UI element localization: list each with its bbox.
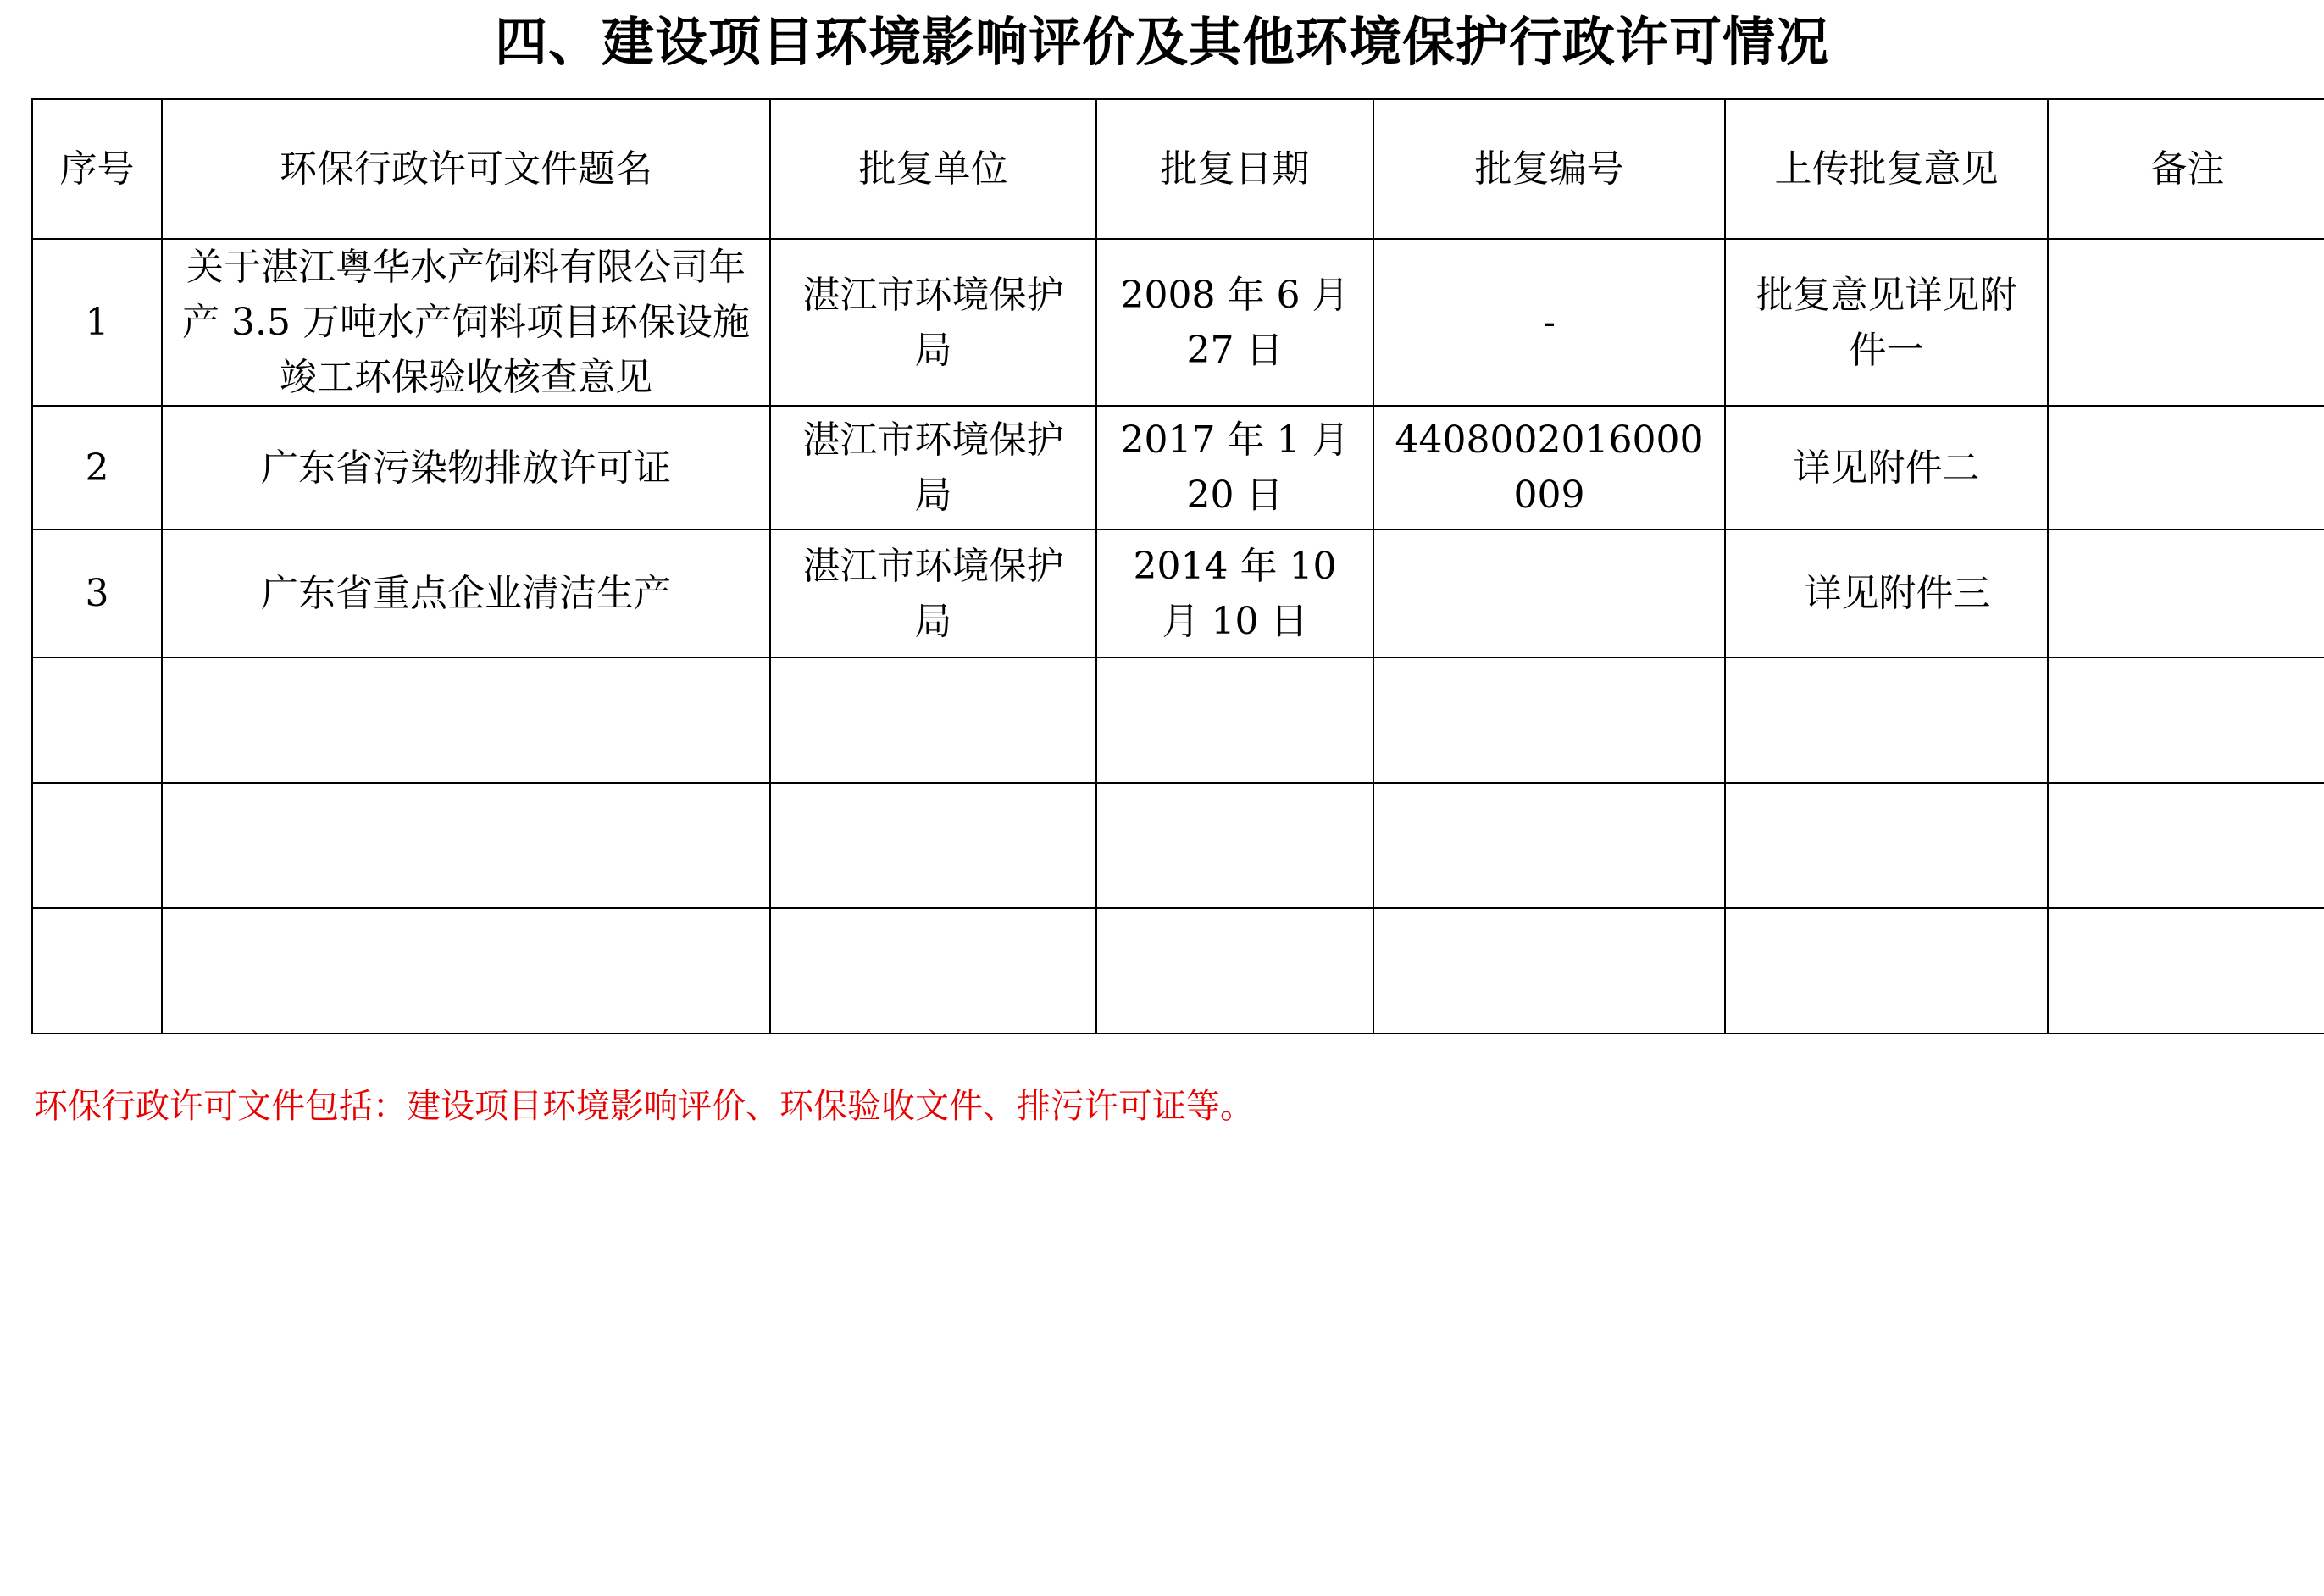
empty-cell — [1373, 657, 1725, 783]
table-row — [32, 406, 2324, 529]
permit-table — [31, 98, 2324, 1034]
cell-serial-number: 2 — [32, 406, 162, 529]
empty-cell — [1373, 783, 1725, 908]
empty-cell — [770, 908, 1096, 1034]
empty-cell — [32, 657, 162, 783]
empty-cell — [1725, 908, 2048, 1034]
header-document-title: 环保行政许可文件题名 — [162, 99, 770, 239]
empty-cell — [770, 783, 1096, 908]
cell-remark — [2048, 406, 2324, 529]
cell-approval-unit: 湛江市环境保护局 — [770, 406, 1096, 529]
empty-cell — [162, 657, 770, 783]
empty-table-row — [32, 657, 2324, 783]
empty-cell — [162, 783, 770, 908]
cell-serial-number: 3 — [32, 529, 162, 657]
footnote: 环保行政许可文件包括：建设项目环境影响评价、环保验收文件、排污许可证等。 — [34, 1087, 1254, 1126]
empty-cell — [32, 908, 162, 1034]
cell-approval-date: 2008 年 6 月 27 日 — [1096, 239, 1373, 406]
empty-table-row — [32, 908, 2324, 1034]
page-title: 四、建设项目环境影响评价及其他环境保护行政许可情况 — [494, 11, 1829, 73]
cell-approval-date: 2017 年 1 月 20 日 — [1096, 406, 1373, 529]
cell-document-title: 关于湛江粤华水产饲料有限公司年产 3.5 万吨水产饲料项目环保设施竣工环保验收核查意见 — [162, 239, 770, 406]
cell-approval-unit: 湛江市环境保护局 — [770, 239, 1096, 406]
empty-cell — [2048, 908, 2324, 1034]
empty-cell — [1096, 908, 1373, 1034]
cell-remark — [2048, 239, 2324, 406]
empty-cell — [162, 908, 770, 1034]
table-header-row — [32, 99, 2324, 239]
empty-cell — [1096, 657, 1373, 783]
empty-cell — [2048, 783, 2324, 908]
empty-table-row — [32, 783, 2324, 908]
empty-cell — [32, 783, 162, 908]
table-row — [32, 529, 2324, 657]
cell-approval-date: 2014 年 10 月 10 日 — [1096, 529, 1373, 657]
empty-cell — [770, 657, 1096, 783]
header-serial-number: 序号 — [32, 99, 162, 239]
cell-approval-number — [1373, 529, 1725, 657]
empty-cell — [2048, 657, 2324, 783]
header-approval-unit: 批复单位 — [770, 99, 1096, 239]
header-approval-date: 批复日期 — [1096, 99, 1373, 239]
header-upload-opinion: 上传批复意见 — [1725, 99, 2048, 239]
cell-document-title: 广东省污染物排放许可证 — [162, 406, 770, 529]
empty-cell — [1096, 783, 1373, 908]
empty-cell — [1725, 783, 2048, 908]
cell-approval-number: 4408002016000009 — [1373, 406, 1725, 529]
cell-approval-unit: 湛江市环境保护局 — [770, 529, 1096, 657]
cell-document-title: 广东省重点企业清洁生产 — [162, 529, 770, 657]
header-remark: 备注 — [2048, 99, 2324, 239]
empty-cell — [1725, 657, 2048, 783]
cell-upload-opinion: 详见附件三 — [1725, 529, 2048, 657]
cell-remark — [2048, 529, 2324, 657]
cell-upload-opinion: 批复意见详见附件一 — [1725, 239, 2048, 406]
cell-upload-opinion: 详见附件二 — [1725, 406, 2048, 529]
empty-cell — [1373, 908, 1725, 1034]
cell-approval-number: - — [1373, 239, 1725, 406]
header-approval-number: 批复编号 — [1373, 99, 1725, 239]
table-row — [32, 239, 2324, 406]
cell-serial-number: 1 — [32, 239, 162, 406]
